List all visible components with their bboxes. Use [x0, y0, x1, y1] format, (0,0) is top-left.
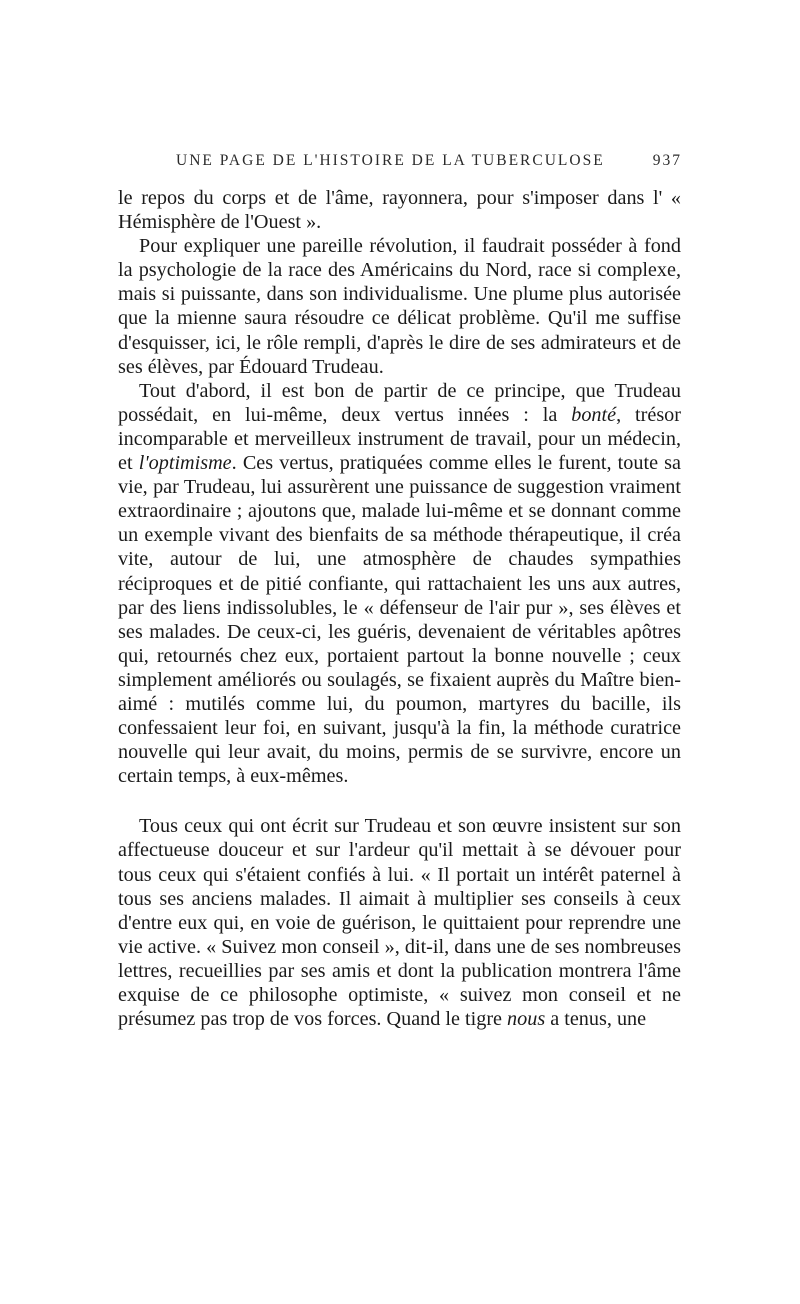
page-header [118, 152, 682, 170]
paragraph-3 [118, 379, 681, 789]
running-title: UNE PAGE DE L'HISTOIRE DE LA TUBERCULOSE [176, 152, 605, 169]
text-run: . Ces vertus, pratiquées comme elles le furent, toute sa vie, par Trudeau, lui assurèrent une puissance de suggestion vraiment extraordinaire ; ajoutons que, malade lui-même et se donnant comme un exemple vivant des bienfaits de sa méthode thérapeutique, il créa vite, autour de lui, une atmosphère de chaudes sympathies réciproques et de pitié confiante, qui rattachaient les uns aux autres, par des liens indissolubles, le « défenseur de l'air pur », ses élèves et ses malades. De ceux-ci, les guéris, devenaient de véritables apôtres qui, retournés chez eux, portaient partout la bonne nouvelle ; ceux simplement améliorés ou soulagés, se fixaient auprès du Maître bien-aimé : mutilés comme lui, du poumon, martyres du bacille, ils confessaient leur foi, en suivant, jusqu'à la fin, la méthode curatrice nouvelle qui leur avait, du moins, permis de se survivre, encore un certain temps, à eux-mêmes. [118, 452, 681, 788]
paragraph-4 [118, 814, 681, 1031]
paragraph-1 [118, 186, 681, 234]
text-run: , trésor incomparable et merveilleux instrument de travail, pour un médecin, et [118, 403, 681, 475]
italic-text-optimisme: l'optimisme [138, 452, 232, 475]
text-run: Tout d'abord, il est bon de partir de ce principe, que Trudeau possédait, en lui-même, deux vertus innées : la [118, 379, 681, 426]
text-run: le repos du corps et de l'âme, rayonnera, pour s'imposer dans l' « Hémisphère de l'Ouest ». [118, 187, 681, 234]
text-run: Tous ceux qui ont écrit sur Trudeau et son œuvre insistent sur son affectueuse douceur et sur l'ardeur qu'il mettait à se dévouer pour tous ceux qui s'étaient confiés à lui. « Il portait un intérêt paternel à tous ses anciens malades. Il aimait à multiplier ses conseils à ceux d'entre eux qui, en voie de guérison, le quittaient pour reprendre une vie active. « Suivez mon conseil », dit-il, dans une de ses nombreuses lettres, recueillies par ses amis et dont la publication montrera l'âme exquise de ce philosophe optimiste, « suivez mon conseil et ne présumez pas trop de vos forces. Quand le tigre [118, 815, 681, 1031]
paragraph-2 [118, 234, 681, 379]
page-number: 937 [652, 152, 682, 169]
italic-text-nous: nous [507, 1008, 546, 1031]
italic-text-bonte: bonté [571, 403, 617, 426]
text-run: Pour expliquer une pareille révolution, il faudrait posséder à fond la psychologie de la race des Américains du Nord, race si complexe, mais si puissante, dans son individualisme. Une plume plus autorisée que la mienne saura résoudre ce délicat problème. Qu'il me suffise d'esquisser, ici, le rôle rempli, d'après le dire de ses admirateurs et de ses élèves, par Édouard Trudeau. [118, 235, 681, 378]
body-text [118, 186, 681, 1031]
text-run: a tenus, une [545, 1008, 647, 1031]
